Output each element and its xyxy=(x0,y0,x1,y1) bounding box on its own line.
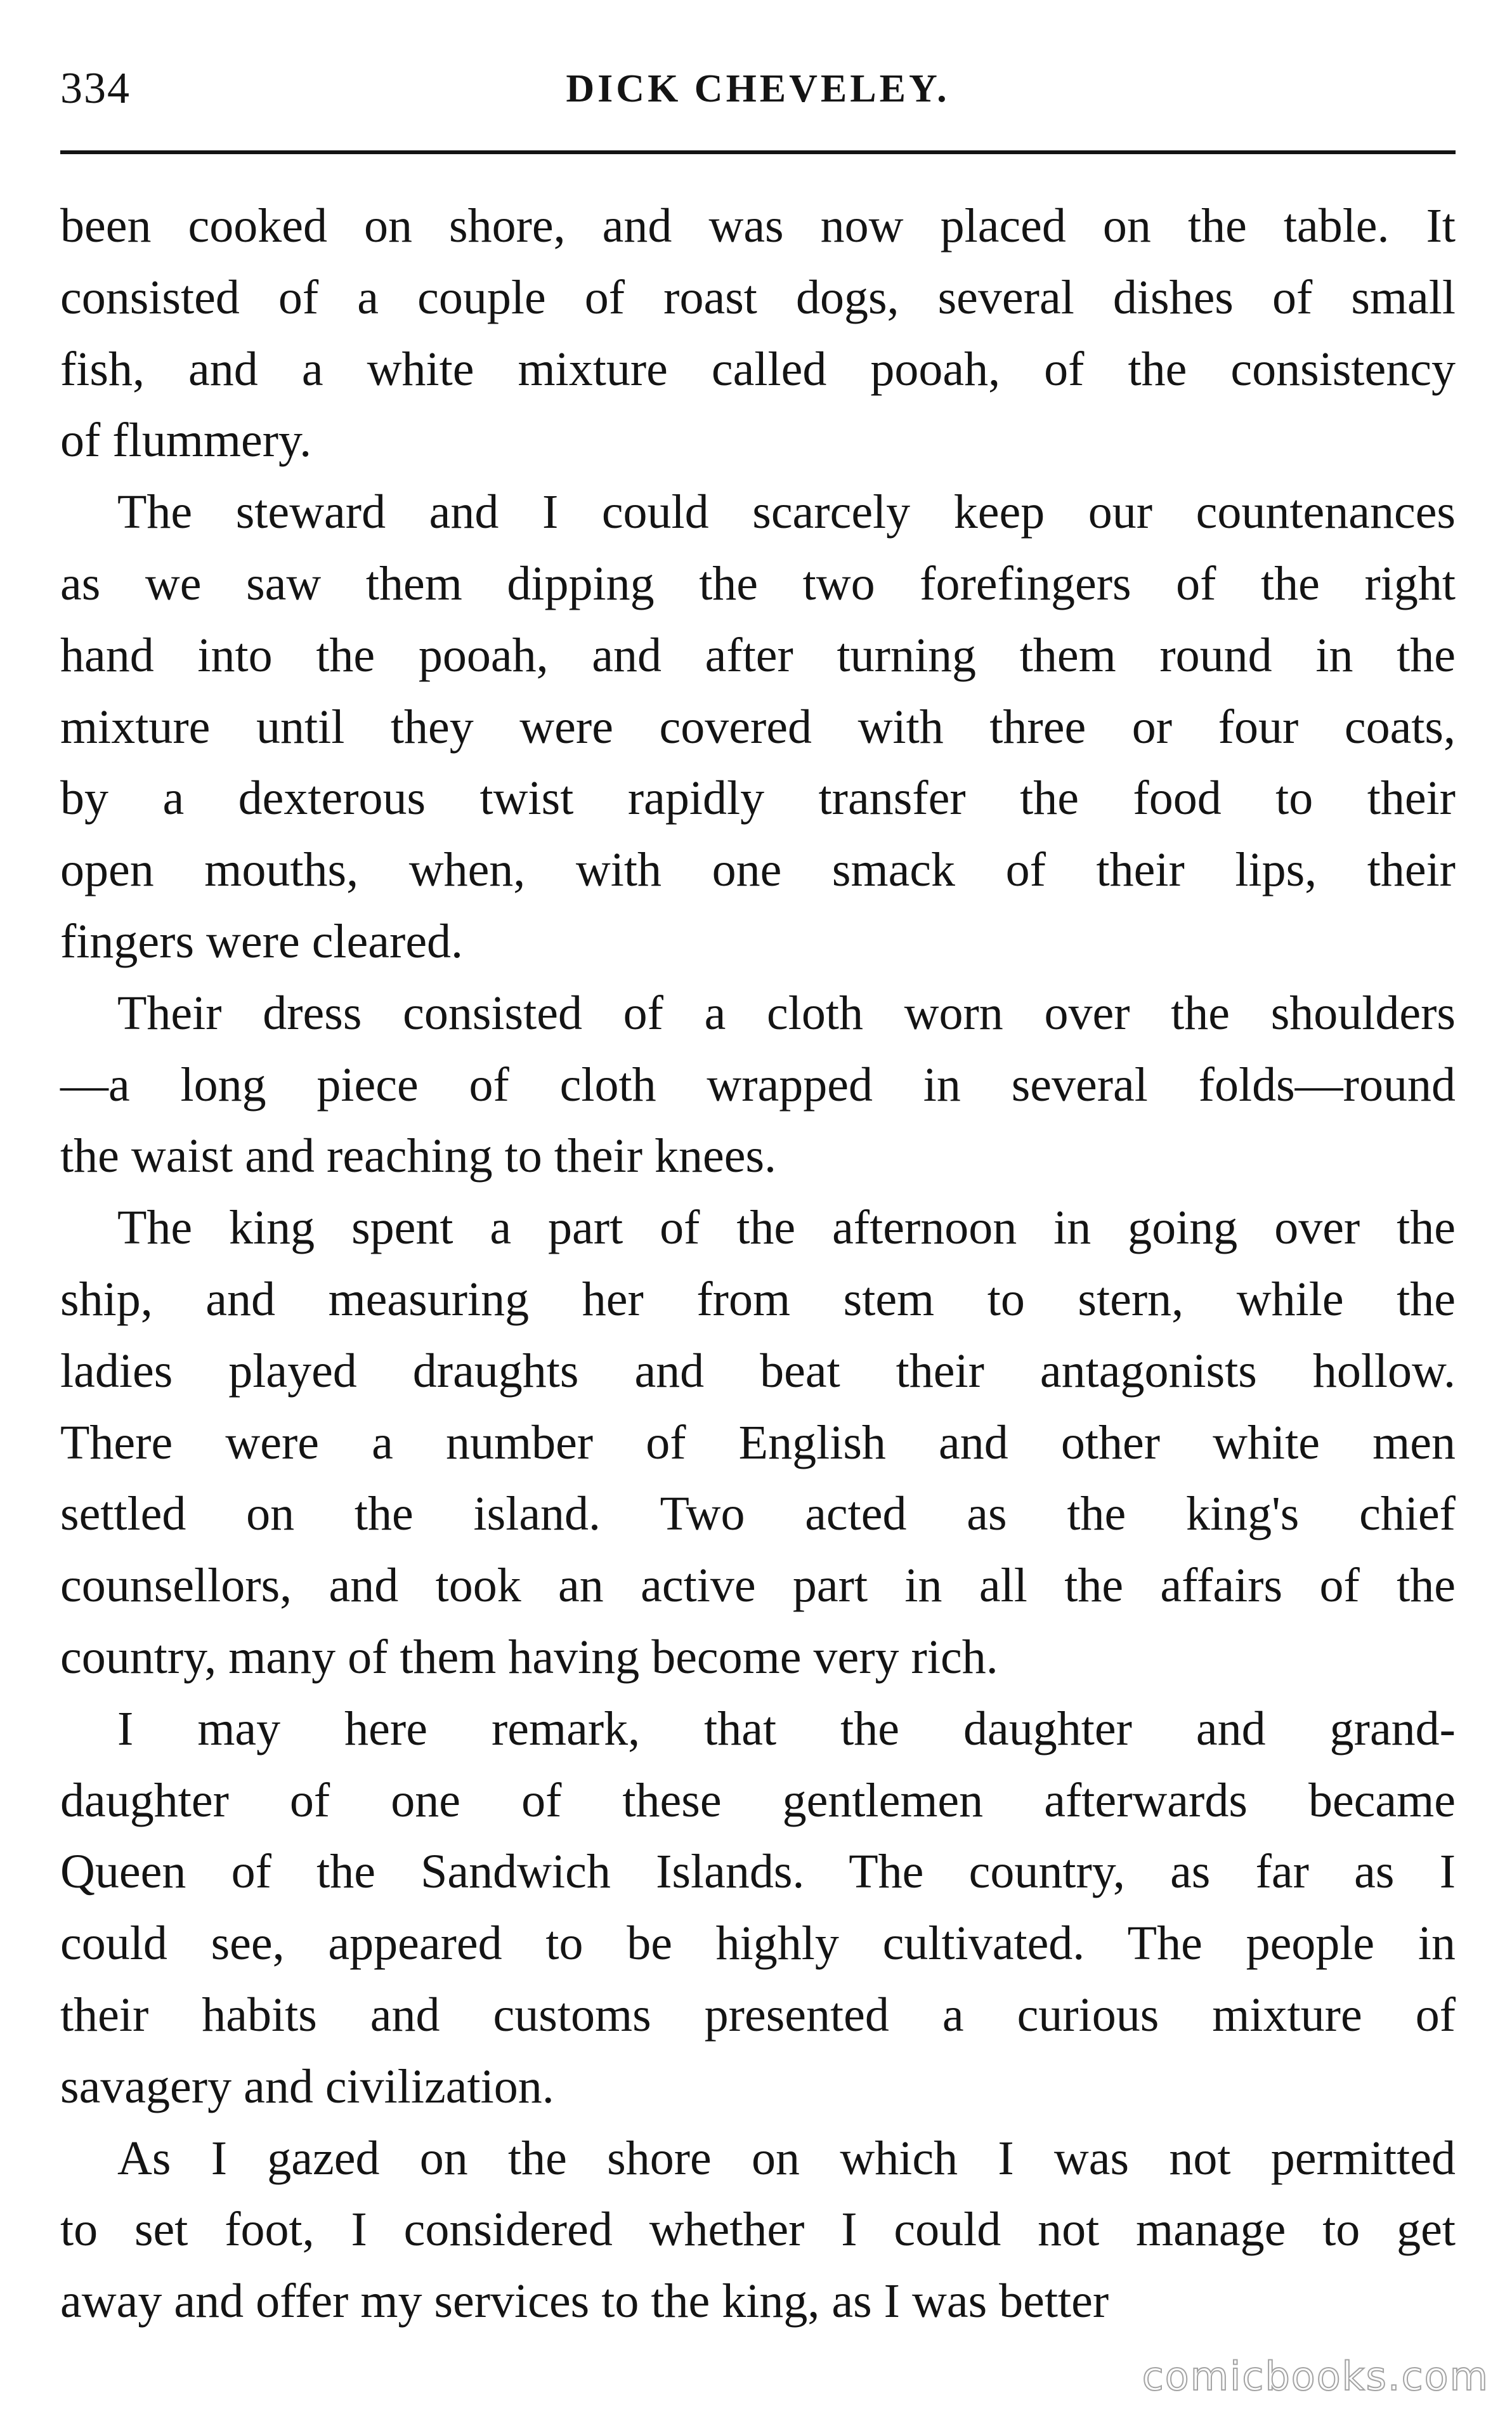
text-line: Queen of the Sandwich Islands. The country, as far as I xyxy=(60,1845,1456,1899)
text-line: as we saw them dipping the two forefingers of the right xyxy=(60,556,1456,610)
text-line: hand into the pooah, and after turning them round in the xyxy=(60,628,1456,682)
text-line: by a dexterous twist rapidly transfer the food to their xyxy=(60,771,1456,825)
text-line: Their dress consisted of a cloth worn over the shoulders xyxy=(117,986,1456,1040)
text-line: As I gazed on the shore on which I was not permitted xyxy=(117,2131,1456,2185)
text-line: The king spent a part of the afternoon in going over the xyxy=(117,1201,1456,1255)
text-line: ladies played draughts and beat their antagonists hollow. xyxy=(60,1344,1456,1398)
page-number: 334 xyxy=(60,64,131,113)
text-line: been cooked on shore, and was now placed on the table. It xyxy=(60,199,1456,253)
text-line: could see, appeared to be highly cultivated. The people in xyxy=(60,1917,1456,1971)
text-line: —a long piece of cloth wrapped in several folds—round xyxy=(60,1058,1456,1112)
text-line: I may here remark, that the daughter and grand- xyxy=(117,1702,1456,1755)
text-line: open mouths, when, with one smack of their lips, their xyxy=(60,843,1456,897)
text-line: of flummery. xyxy=(60,414,312,468)
text-line: There were a number of English and other white men xyxy=(60,1415,1456,1469)
text-line: fingers were cleared. xyxy=(60,914,464,968)
text-line: The steward and I could scarcely keep our countenances xyxy=(117,485,1456,539)
page-header xyxy=(60,60,1456,117)
text-line: away and offer my services to the king, as I was better xyxy=(60,2274,1109,2328)
text-line: the waist and reaching to their knees. xyxy=(60,1129,777,1183)
text-line: country, many of them having become very rich. xyxy=(60,1630,998,1684)
text-line: fish, and a white mixture called pooah, of the consistency xyxy=(60,342,1456,396)
paragraph xyxy=(60,978,1456,1192)
text-line: savagery and civilization. xyxy=(60,2059,554,2113)
paragraph xyxy=(60,190,1456,476)
text-line: consisted of a couple of roast dogs, several dishes of small xyxy=(60,270,1456,324)
text-line: daughter of one of these gentlemen afterwards became xyxy=(60,1773,1456,1827)
text-line: counsellors, and took an active part in all the affairs of the xyxy=(60,1559,1456,1613)
body-text xyxy=(60,190,1456,2337)
running-title: DICK CHEVELEY. xyxy=(566,67,950,110)
text-line: mixture until they were covered with three or four coats, xyxy=(60,700,1456,754)
text-line: settled on the island. Two acted as the king's chief xyxy=(60,1487,1456,1541)
text-line: to set foot, I considered whether I could not manage to get xyxy=(60,2203,1456,2257)
paragraph xyxy=(60,1192,1456,1693)
paragraph xyxy=(60,1693,1456,2123)
paragraph xyxy=(60,476,1456,978)
watermark: comicbooks.com xyxy=(1142,2353,1489,2399)
text-line: their habits and customs presented a curious mixture of xyxy=(60,1988,1456,2042)
header-rule xyxy=(60,150,1456,154)
text-line: ship, and measuring her from stem to stern, while the xyxy=(60,1272,1456,1326)
paragraph xyxy=(60,2123,1456,2337)
